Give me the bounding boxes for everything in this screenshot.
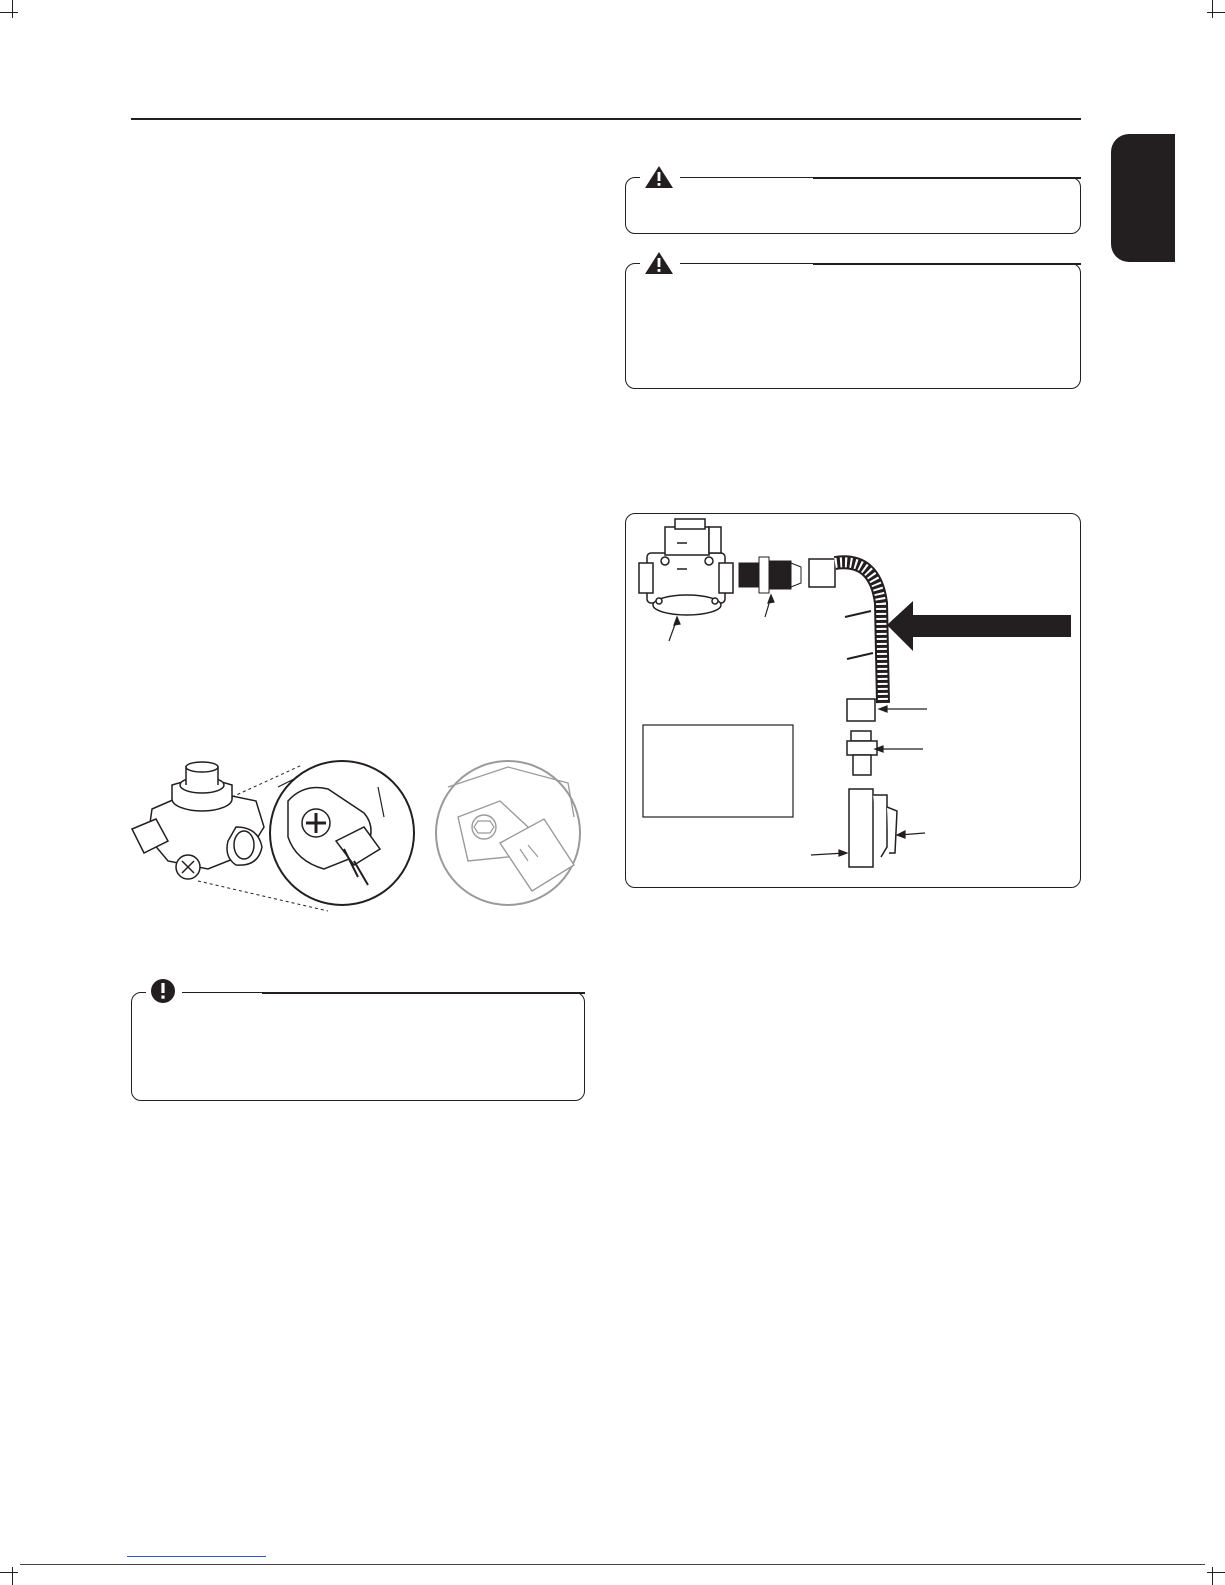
crop-mark-top-right-v <box>1212 0 1213 18</box>
note-box-header-rule <box>262 992 585 994</box>
zoom-circle-1 <box>270 761 414 905</box>
crop-mark-top-left-v <box>12 0 13 18</box>
regulator-illustration <box>128 757 588 917</box>
union-illustration <box>847 731 877 775</box>
chapter-tab <box>1111 134 1175 262</box>
warning-triangle-icon <box>644 251 674 275</box>
regulator-body <box>132 762 264 879</box>
warning-triangle-icon <box>644 165 674 189</box>
note-box-header <box>146 978 182 1004</box>
crop-mark-bottom-left-h <box>0 1572 18 1573</box>
warning-box-2-header-rule <box>813 263 1081 265</box>
chapter-tab-shadow <box>1111 262 1175 298</box>
crop-mark-bottom-right-h <box>1207 1572 1225 1573</box>
warning-box-1-header-rule <box>813 177 1081 179</box>
warning-box-1 <box>625 177 1081 234</box>
note-box <box>131 992 585 1101</box>
crop-mark-top-left-h <box>0 12 18 13</box>
crop-mark-bottom-left-v <box>12 1567 13 1585</box>
shutoff-valve-illustration <box>849 789 897 867</box>
bottom-slug-rule <box>20 1564 1205 1565</box>
threaded-fitting-illustration <box>739 557 801 593</box>
connection-diagram <box>625 513 1081 888</box>
header-rule <box>131 118 1081 120</box>
warning-box-1-header <box>640 164 680 190</box>
note-exclamation-icon <box>150 978 176 1004</box>
crop-mark-bottom-right-v <box>1212 1567 1213 1585</box>
gas-valve-illustration <box>639 519 733 615</box>
warning-box-2 <box>625 263 1081 389</box>
flexible-hose-illustration <box>809 559 883 721</box>
large-arrow-icon <box>887 601 1071 651</box>
zoom-circle-2 <box>436 761 580 905</box>
bottom-slug-link-line <box>127 1556 266 1557</box>
diagram-label-box <box>643 725 793 817</box>
crop-mark-top-right-h <box>1207 12 1225 13</box>
warning-box-2-header <box>640 250 680 276</box>
